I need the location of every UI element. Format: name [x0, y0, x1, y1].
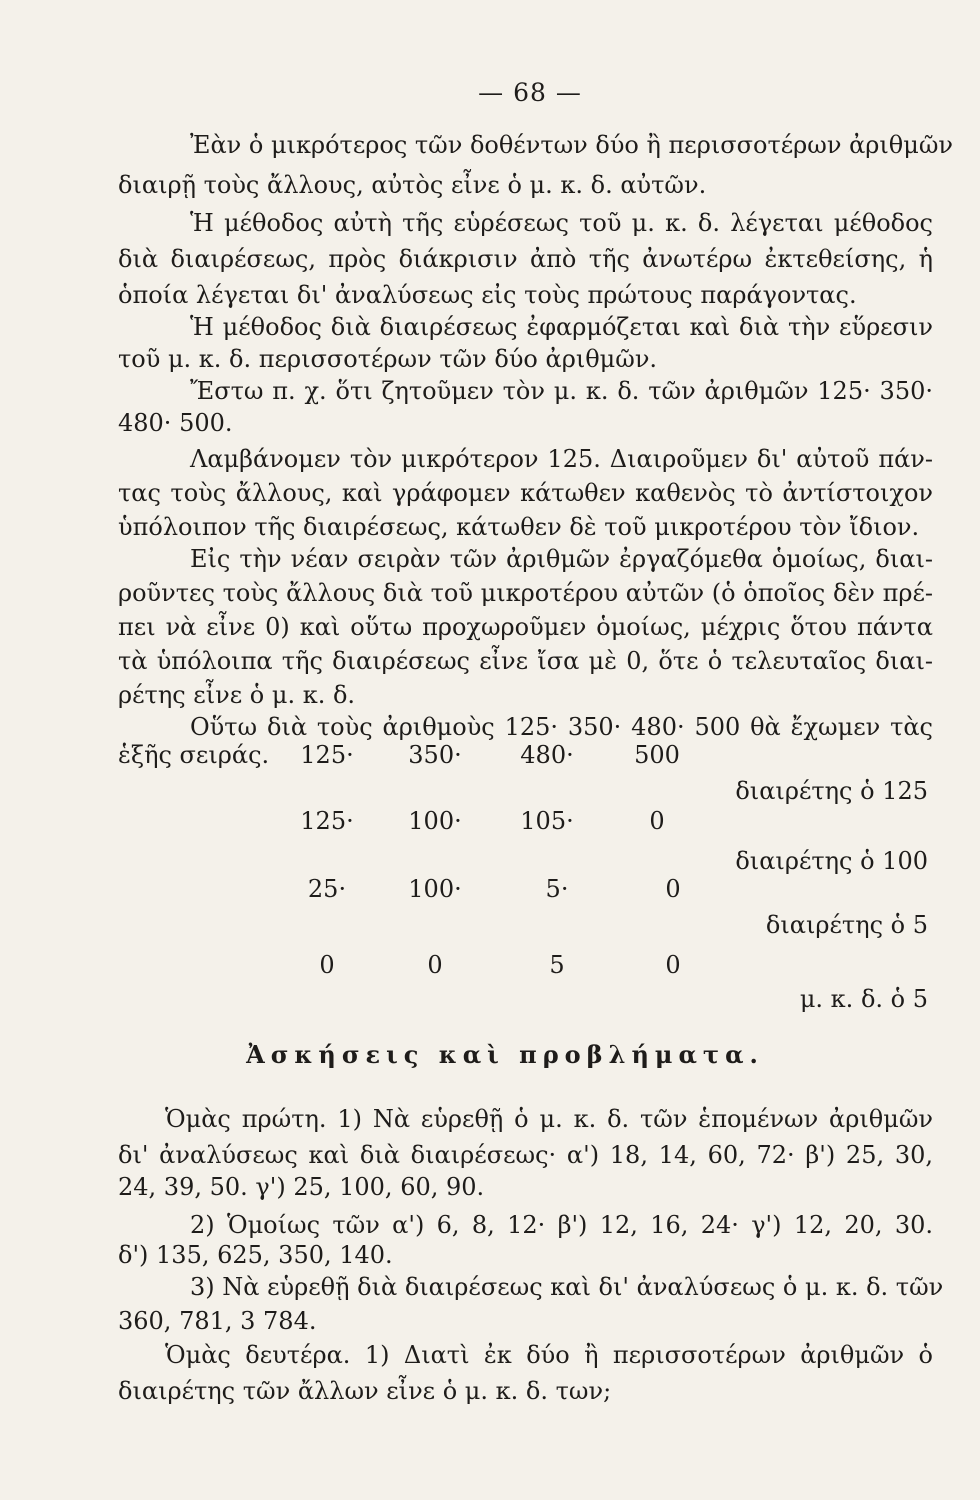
exercise-line: 3) Νὰ εὑρεθῇ διὰ διαιρέσεως καὶ δι' ἀναλύσεως ὁ μ. κ. δ. τῶν: [190, 1273, 944, 1301]
table-cell: 100·: [408, 807, 462, 835]
exercise-line: 360, 781, 3 784.: [118, 1307, 317, 1335]
table-cell: 5·: [545, 875, 569, 903]
table-cell: 25·: [307, 875, 347, 903]
table-cell: 480·: [520, 741, 574, 769]
text-line: Ἡ μέθοδος αὐτὴ τῆς εὑρέσεως τοῦ μ. κ. δ. λέγεται μέθοδος: [190, 209, 933, 237]
gcd-result-label: μ. κ. δ. ὁ 5: [799, 985, 928, 1013]
exercise-line: δι' ἀναλύσεως καὶ διὰ διαιρέσεως· α') 18, 14, 60, 72· β') 25, 30,: [118, 1141, 933, 1169]
text-line: 480· 500.: [118, 409, 233, 437]
text-line: Ἐὰν ὁ μικρότερος τῶν δοθέντων δύο ἢ περισσοτέρων ἀριθμῶν: [190, 131, 953, 159]
text-line: ρέτης εἶνε ὁ μ. κ. δ.: [118, 681, 356, 709]
table-cell: 5: [549, 951, 565, 979]
exercise-line: Ὁμὰς δευτέρα. 1) Διατὶ ἐκ δύο ἢ περισσοτέρων ἀριθμῶν ὁ: [165, 1341, 933, 1369]
text-line: Λαμβάνομεν τὸν μικρότερον 125. Διαιροῦμεν δι' αὐτοῦ πάν-: [190, 445, 933, 473]
text-line: ὑπόλοιπον τῆς διαιρέσεως, κάτωθεν δὲ τοῦ μικροτέρου τὸν ἴδιον.: [118, 513, 920, 541]
table-cell: 100·: [408, 875, 462, 903]
divisor-label: διαιρέτης ὁ 125: [735, 777, 928, 805]
table-cell: 125·: [300, 807, 354, 835]
exercise-line: δ') 135, 625, 350, 140.: [118, 1241, 393, 1269]
table-cell: 500: [634, 741, 680, 769]
page-number: — 68 —: [478, 78, 582, 107]
text-line: Ἡ μέθοδος διὰ διαιρέσεως ἐφαρμόζεται καὶ διὰ τὴν εὕρεσιν: [190, 313, 933, 341]
exercise-line: διαιρέτης τῶν ἄλλων εἶνε ὁ μ. κ. δ. των;: [118, 1377, 612, 1405]
exercise-line: Ὁμὰς πρώτη. 1) Νὰ εὑρεθῇ ὁ μ. κ. δ. τῶν ἑπομένων ἀριθμῶν: [165, 1105, 933, 1133]
exercise-line: 24, 39, 50. γ') 25, 100, 60, 90.: [118, 1173, 485, 1201]
exercise-line: 2) Ὁμοίως τῶν α') 6, 8, 12· β') 12, 16, 24· γ') 12, 20, 30.: [190, 1211, 933, 1239]
text-line: διαιρῇ τοὺς ἄλλους, αὐτὸς εἶνε ὁ μ. κ. δ. αὐτῶν.: [118, 171, 707, 199]
table-cell: 0: [319, 951, 335, 979]
text-line: Ἔστω π. χ. ὅτι ζητοῦμεν τὸν μ. κ. δ. τῶν ἀριθμῶν 125· 350·: [190, 377, 933, 405]
text-line: Εἰς τὴν νέαν σειρὰν τῶν ἀριθμῶν ἐργαζόμεθα ὁμοίως, διαι-: [190, 545, 933, 573]
table-cell: 350·: [408, 741, 462, 769]
text-line: ἑξῆς σειράς.: [118, 741, 270, 769]
table-cell: 0: [649, 807, 665, 835]
table-cell: 0: [665, 951, 681, 979]
exercises-heading: Ἀσκήσεις καὶ προβλήματα.: [246, 1040, 764, 1069]
table-cell: 0: [665, 875, 681, 903]
divisor-label: διαιρέτης ὁ 100: [735, 847, 928, 875]
table-cell: 125·: [300, 741, 354, 769]
divisor-label: διαιρέτης ὁ 5: [765, 911, 928, 939]
text-line: διὰ διαιρέσεως, πρὸς διάκρισιν ἀπὸ τῆς ἀνωτέρω ἐκτεθείσης, ἡ: [118, 245, 933, 273]
table-cell: 105·: [520, 807, 574, 835]
text-line: τὰ ὑπόλοιπα τῆς διαιρέσεως εἶνε ἴσα μὲ 0, ὅτε ὁ τελευταῖος διαι-: [118, 647, 933, 675]
text-line: τας τοὺς ἄλλους, καὶ γράφομεν κάτωθεν καθενὸς τὸ ἀντίστοιχον: [118, 479, 933, 507]
text-line: ροῦντες τοὺς ἄλλους διὰ τοῦ μικροτέρου αὐτῶν (ὁ ὁποῖος δὲν πρέ-: [118, 579, 933, 607]
text-line: ὁποία λέγεται δι' ἀναλύσεως εἰς τοὺς πρώτους παράγοντας.: [118, 281, 857, 309]
text-line: τοῦ μ. κ. δ. περισσοτέρων τῶν δύο ἀριθμῶν.: [118, 345, 658, 373]
table-cell: 0: [427, 951, 443, 979]
text-line: πει νὰ εἶνε 0) καὶ οὕτω προχωροῦμεν ὁμοίως, μέχρις ὅτου πάντα: [118, 613, 933, 641]
text-line: Οὕτω διὰ τοὺς ἀριθμοὺς 125· 350· 480· 500 θὰ ἔχωμεν τὰς: [190, 713, 933, 741]
